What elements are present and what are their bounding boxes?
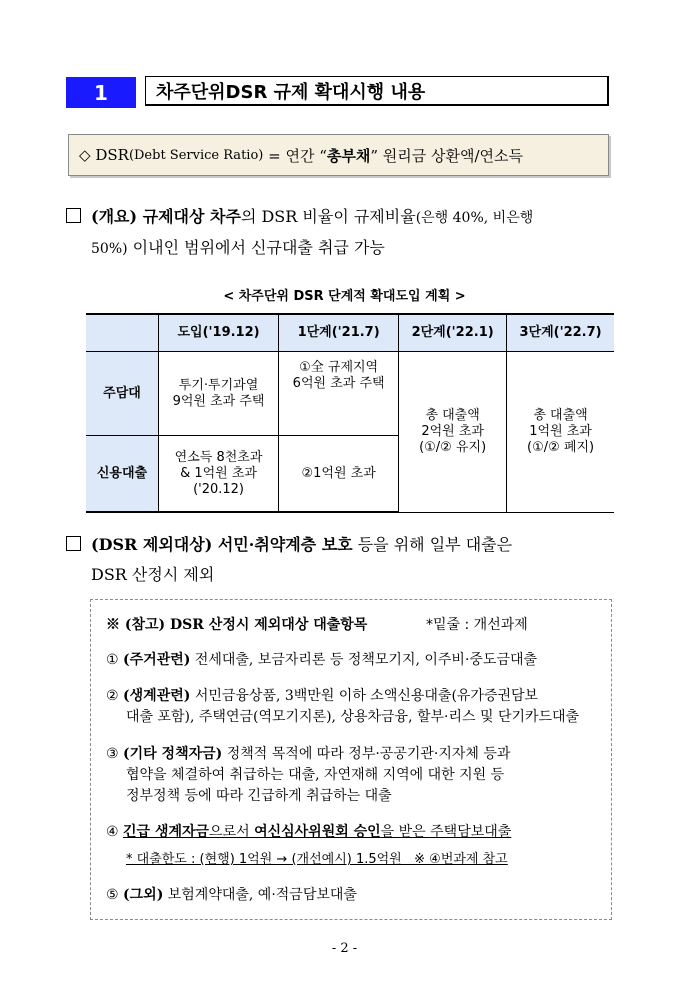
item-number: ③ bbox=[106, 746, 119, 762]
overview-bold: (개요) 규제대상 차주 bbox=[91, 207, 241, 226]
section-number: 1 bbox=[66, 77, 136, 108]
checkbox-bullet-icon bbox=[66, 536, 81, 551]
table-header-row bbox=[86, 314, 614, 352]
item-text: 정책적 목적에 따라 정부·공공기관·지자체 등과 bbox=[222, 746, 511, 762]
cell-line: 투기·투기과열 bbox=[178, 377, 259, 393]
definition-prefix: DSR bbox=[95, 146, 129, 164]
overview-paragraph bbox=[66, 202, 614, 264]
cell-line: 2억원 초과 bbox=[421, 423, 484, 439]
definition-paren: (Debt Service Ratio) bbox=[128, 147, 264, 163]
reference-item bbox=[106, 822, 606, 870]
table-caption: < 차주단위 DSR 단계적 확대도입 계획 > bbox=[223, 289, 466, 304]
row-label: 신용대출 bbox=[86, 436, 159, 513]
cell-line: 1억원 초과 bbox=[529, 423, 592, 439]
cell-line: 9억원 초과 주택 bbox=[172, 393, 265, 409]
table-cell bbox=[507, 352, 614, 513]
item-heading: (생계관련) bbox=[123, 688, 191, 704]
table-cell bbox=[399, 352, 507, 513]
overview-text: 의 DSR 비율이 규제비율 bbox=[240, 207, 416, 226]
item-number: ④ bbox=[106, 824, 119, 840]
reference-item bbox=[106, 650, 606, 671]
item-text: 서민금융상품, 3백만원 이하 소액신용대출(유가증권담보 bbox=[190, 688, 539, 704]
item-text-line2: 대출 포함), 주택연금(역모기지론), 상용차금융, 할부·리스 및 단기카드대출 bbox=[126, 709, 580, 725]
exclusion-paragraph bbox=[66, 530, 614, 590]
cell-line: 연소득 8천초과 bbox=[174, 449, 263, 465]
cell-line: & 1억원 초과 bbox=[180, 465, 257, 481]
table-row bbox=[86, 352, 614, 436]
item-text: 으로서 bbox=[209, 824, 255, 840]
row-label: 주담대 bbox=[86, 352, 159, 436]
cell-line: ①全 규제지역 bbox=[299, 360, 379, 375]
exclusion-line2: DSR 산정시 제외 bbox=[91, 565, 215, 584]
item-underline-1: 긴급 생계자금 bbox=[123, 824, 210, 840]
diamond-icon: ◇ bbox=[79, 146, 91, 164]
table-header-cell: 3단계('22.7) bbox=[507, 314, 614, 352]
item-heading: (그외) bbox=[123, 887, 164, 903]
table-header-cell: 도입('19.12) bbox=[159, 314, 279, 352]
cell-line: 총 대출액 bbox=[533, 407, 588, 423]
dsr-plan-table bbox=[86, 313, 614, 513]
cell-line: (①/② 폐지) bbox=[527, 439, 595, 455]
item-underline-2: 여신심사위원회 승인 bbox=[254, 824, 381, 840]
reference-item bbox=[106, 686, 606, 728]
item-text: 전세대출, 보금자리론 등 정책모기지, 이주비·중도금대출 bbox=[190, 652, 538, 668]
definition-suffix: ” 원리금 상환액/연소득 bbox=[370, 146, 524, 165]
page-number: - 2 - bbox=[331, 941, 358, 956]
table-cell bbox=[159, 436, 279, 513]
exclusion-text: 등을 위해 일부 대출은 bbox=[352, 535, 513, 554]
reference-title: ※ (참고) DSR 산정시 제외대상 대출항목 bbox=[106, 617, 368, 633]
item-text-line2: 협약을 체결하여 취급하는 대출, 자연재해 지역에 대한 지원 등 bbox=[126, 767, 505, 783]
table-cell bbox=[279, 352, 399, 436]
item-heading: (기타 정책자금) bbox=[123, 746, 223, 762]
reference-title-row bbox=[106, 615, 606, 636]
definition-mid: = 연간 “ bbox=[263, 146, 327, 165]
reference-item bbox=[106, 885, 606, 906]
cell-line: (①/② 유지) bbox=[419, 439, 487, 455]
cell-line: ('20.12) bbox=[193, 481, 244, 497]
exclusion-bold: (DSR 제외대상) 서민·취약계층 보호 bbox=[91, 535, 353, 554]
item-text: 을 받은 주택담보대출 bbox=[380, 824, 512, 840]
table-header-cell bbox=[86, 314, 159, 352]
overview-line2-text: 이내인 범위에서 신규대출 취급 가능 bbox=[127, 238, 385, 257]
overview-line2-small: 50%) bbox=[91, 241, 128, 257]
table-cell bbox=[159, 352, 279, 436]
item-number: ① bbox=[106, 652, 119, 668]
definition-bold: 총부채 bbox=[326, 146, 371, 165]
cell-line: 총 대출액 bbox=[425, 407, 480, 423]
section-title: 차주단위DSR 규제 확대시행 내용 bbox=[145, 76, 609, 106]
table-header-cell: 1단계('21.7) bbox=[279, 314, 399, 352]
cell-line: ②1억원 초과 bbox=[301, 465, 376, 481]
table-cell bbox=[279, 436, 399, 513]
loan-limit-note: * 대출한도 : (현행) 1억원 → (개선예시) 1.5억원 ※ ④번과제 참고 bbox=[126, 852, 508, 867]
table-header-cell: 2단계('22.1) bbox=[399, 314, 507, 352]
item-number: ② bbox=[106, 688, 119, 704]
definition-box bbox=[68, 134, 609, 176]
cell-line: 6억원 초과 주택 bbox=[292, 376, 385, 391]
checkbox-bullet-icon bbox=[66, 208, 81, 223]
item-text: 보험계약대출, 예·적금담보대출 bbox=[163, 887, 357, 903]
overview-small: (은행 40%, 비은행 bbox=[415, 210, 534, 226]
item-number: ⑤ bbox=[106, 887, 119, 903]
reference-source: *밑줄 : 개선과제 bbox=[426, 617, 528, 633]
reference-item bbox=[106, 744, 606, 807]
item-text-line3: 정부정책 등에 따라 긴급하게 취급하는 대출 bbox=[126, 788, 392, 804]
item-heading: (주거관련) bbox=[123, 652, 191, 668]
